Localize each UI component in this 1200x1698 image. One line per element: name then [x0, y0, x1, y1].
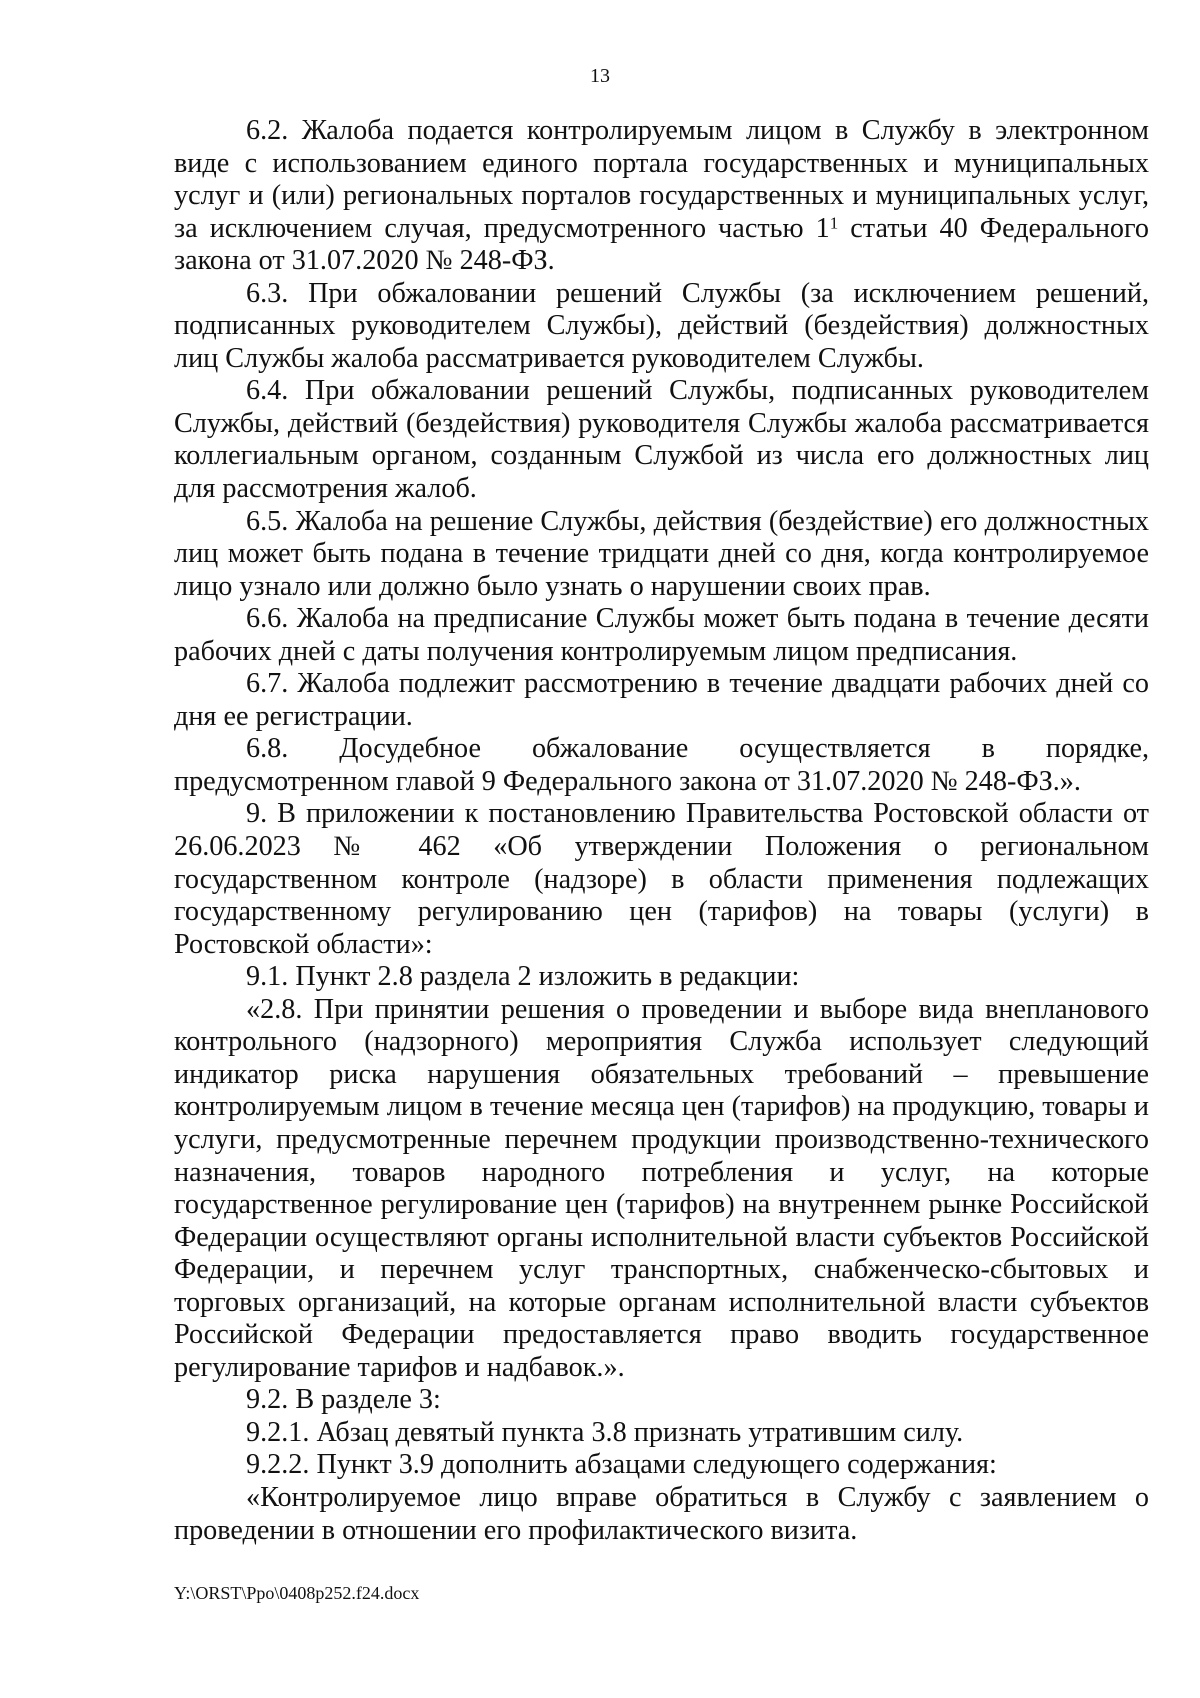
paragraph-2-8-quote: «2.8. При принятии решения о проведении и выборе вида внепланового контрольного (надзорного) мероприятия Служба использует следующий индикатор риска нарушения обязательных требований – превышение контролируемым лицом в течение месяца цен (тарифов) на продукцию, товары и услуги, предусмотренные перечнем продукции производственно-технического назначения, товаров народного потребления и услуг, на которые государственное регулирование цен (тарифов) на внутреннем рынке Российской Федерации осуществляют органы исполнительной власти субъектов Российской Федерации, и перечнем услуг транспортных, снабженческо-сбытовых и торговых организаций, на которые органам исполнительной власти субъектов Российской Федерации предоставляется право вводить государственное регулирование тарифов и надбавок.». [174, 993, 1149, 1383]
paragraph-9-2: 9.2. В разделе 3: [246, 1384, 441, 1416]
paragraph-9-2-2: 9.2.2. Пункт 3.9 дополнить абзацами следующего содержания: [246, 1449, 997, 1481]
paragraph-6-2-tail: статьи 40 Федерального закона от 31.07.2020 № 248-ФЗ. [174, 212, 1149, 277]
paragraph-9-2-1: 9.2.1. Абзац девятый пункта 3.8 признать утратившим силу. [246, 1416, 964, 1448]
paragraph-quote-start: «Контролируемое лицо вправе обратиться в Службу с заявлением о проведении в отношении его профилактического визита. [174, 1481, 1149, 1546]
document-body [174, 115, 1149, 1547]
paragraph-6-8: 6.8. Досудебное обжалование осуществляется в порядке, предусмотренном главой 9 Федерального закона от 31.07.2020 № 248-ФЗ.». [174, 733, 1149, 797]
page-number: 13 [590, 65, 610, 87]
footer-file-path: Y:\ORST\Ppo\0408p252.f24.docx [174, 1583, 420, 1603]
paragraph-9-1: 9.1. Пункт 2.8 раздела 2 изложить в редакции: [246, 961, 800, 993]
paragraph-6-3: 6.3. При обжаловании решений Службы (за исключением решений, подписанных руководителем Службы), действий (бездействия) должностных лиц Службы жалоба рассматривается руководителем Службы. [174, 277, 1149, 374]
paragraph-6-2-text: 6.2. Жалоба подается контролируемым лицом в Службу в электронном виде с использованием единого портала государственных и муниципальных услуг и (или) региональных порталов государственных и муниципальных услуг, за исключением случая, предусмотренного частью 1 [174, 115, 1149, 244]
superscript-part-number: 1 [829, 213, 839, 233]
paragraph-6-5: 6.5. Жалоба на решение Службы, действия (бездействие) его должностных лиц может быть подана в течение тридцати дней со дня, когда контролируемое лицо узнало или должно было узнать о нарушении своих прав. [174, 505, 1149, 602]
paragraph-9: 9. В приложении к постановлению Правительства Ростовской области от 26.06.2023 № 462 «Об утверждении Положения о региональном государственном контроле (надзоре) в области применения подлежащих государственному регулированию цен (тарифов) на товары (услуги) в Ростовской области»: [174, 798, 1149, 960]
paragraph-6-2 [174, 115, 1149, 278]
paragraph-6-7: 6.7. Жалоба подлежит рассмотрению в течение двадцати рабочих дней со дня ее регистрации. [174, 668, 1149, 732]
paragraph-6-4: 6.4. При обжаловании решений Службы, подписанных руководителем Службы, действий (бездействия) руководителя Службы жалоба рассматривается коллегиальным органом, созданным Службой из числа его должностных лиц для рассмотрения жалоб. [174, 375, 1149, 505]
paragraph-6-6: 6.6. Жалоба на предписание Службы может быть подана в течение десяти рабочих дней с даты получения контролируемым лицом предписания. [174, 603, 1149, 667]
